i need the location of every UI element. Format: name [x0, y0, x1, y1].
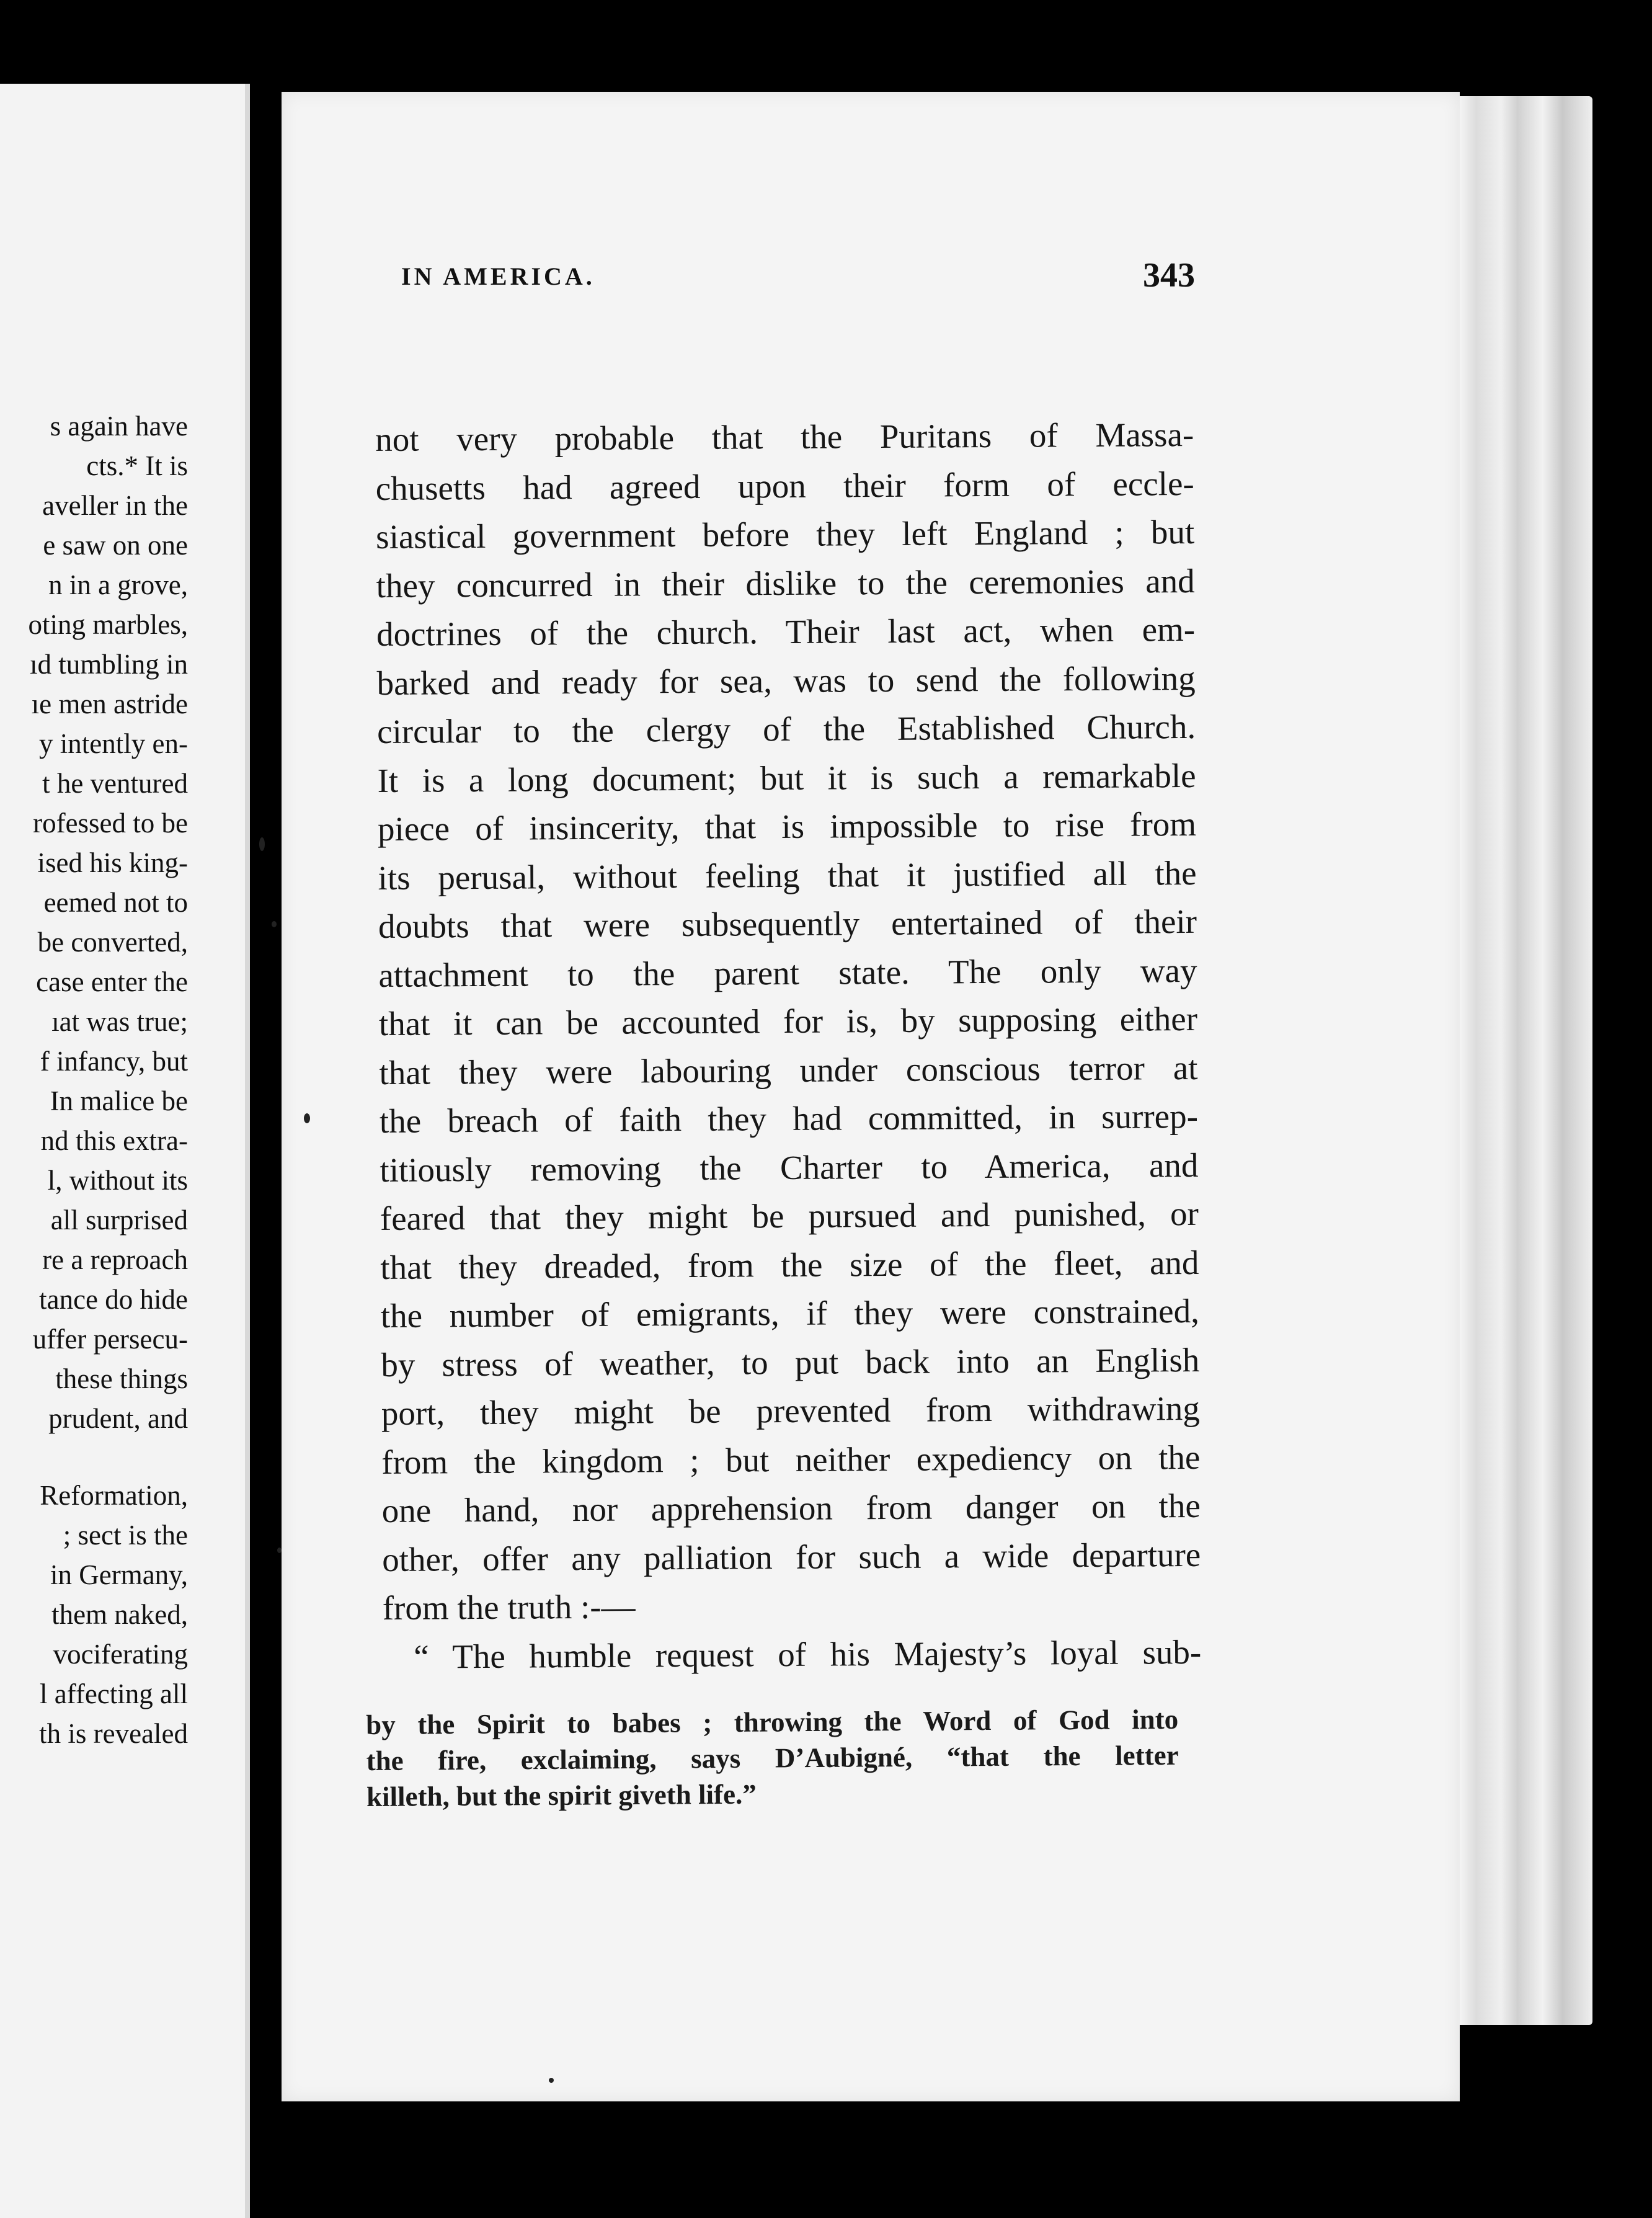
scan-speck — [304, 1113, 310, 1123]
left-page-line: cts.* It is — [86, 450, 188, 481]
left-page-line: in Germany, — [50, 1559, 188, 1590]
left-page-line: nd this extra- — [40, 1125, 188, 1156]
body-line: barked and ready for sea, was to send the following — [376, 659, 1196, 702]
left-page-line: s again have — [50, 411, 188, 442]
footnote — [366, 1701, 1179, 1815]
body-line: from the kingdom ; but neither expediency on the — [381, 1438, 1201, 1481]
left-page-line: f infancy, but — [40, 1046, 188, 1077]
left-page-line: tance do hide — [39, 1284, 188, 1315]
running-title: IN AMERICA. — [401, 262, 595, 290]
left-page — [0, 84, 250, 2218]
left-page-gap — [0, 1438, 188, 1476]
body-line: feared that they might be pursued and punished, or — [380, 1194, 1199, 1237]
running-head — [401, 256, 1195, 305]
left-page-line: ıd tumbling in — [29, 649, 188, 680]
body-line: doctrines of the church. Their last act, when em- — [376, 610, 1196, 653]
body-line: attachment to the parent state. The only way — [378, 951, 1197, 994]
left-page-line: l affecting all — [39, 1678, 188, 1709]
body-line: that they were labouring under conscious terror at — [379, 1048, 1198, 1092]
left-page-line: aveller in the — [42, 490, 188, 521]
scan-speck — [277, 1548, 282, 1553]
left-page-line: uffer persecu- — [32, 1324, 188, 1355]
left-page-line: l, without its — [47, 1165, 188, 1196]
left-page-line: prudent, and — [48, 1403, 188, 1434]
body-line: port, they might be prevented from withdrawing — [381, 1389, 1200, 1432]
body-line: that they dreaded, from the size of the fleet, and — [380, 1243, 1199, 1286]
left-page-line: these things — [55, 1363, 188, 1394]
body-line: circular to the clergy of the Established Church. — [376, 707, 1196, 750]
left-page-text — [0, 406, 188, 1753]
body-line: It is a long document; but it is such a remarkable — [377, 756, 1196, 799]
left-page-line: e saw on one — [43, 530, 188, 561]
body-line: titiously removing the Charter to America, and — [380, 1146, 1199, 1189]
left-page-line: all surprised — [50, 1205, 188, 1236]
body-line: piece of insincerity, that is impossible to rise from — [377, 804, 1197, 848]
left-page-line: In malice be — [50, 1085, 188, 1116]
left-page-line: y intently en- — [39, 728, 188, 759]
scan-speck — [549, 2078, 554, 2083]
left-page-line: th is revealed — [39, 1718, 188, 1749]
left-page-line: rofessed to be — [33, 808, 188, 839]
scan-speck — [272, 921, 277, 927]
footnote-line: the fire, exclaiming, says D’Aubigné, “that the letter — [366, 1739, 1179, 1776]
body-line: that it can be accounted for is, by supposing either — [378, 999, 1198, 1043]
body-text — [375, 411, 1201, 1681]
body-line: doubts that were subsequently entertained of their — [378, 902, 1197, 945]
body-line: from the truth :-— — [382, 1587, 636, 1627]
body-line: siastical government before they left England ; but — [376, 512, 1195, 556]
left-page-line: eemed not to — [43, 887, 188, 918]
body-line: chusetts had agreed upon their form of eccle- — [375, 464, 1194, 507]
scan-speck — [259, 837, 265, 851]
body-line: not very probable that the Puritans of Massa- — [375, 415, 1194, 458]
left-page-line: ıat was true; — [51, 1006, 188, 1037]
left-page-line: vociferating — [53, 1639, 188, 1670]
body-line: they concurred in their dislike to the ceremonies and — [376, 561, 1195, 605]
body-line: its perusal, without feeling that it justified all the — [378, 853, 1197, 897]
left-page-line: oting marbles, — [28, 609, 188, 640]
left-page-line: ised his king- — [37, 847, 188, 878]
page-number: 343 — [1143, 256, 1195, 295]
left-page-line: t he ventured — [42, 768, 188, 799]
body-line: the breach of faith they had committed, in surrep- — [379, 1097, 1199, 1140]
left-page-line: be converted, — [37, 927, 188, 958]
footnote-line: by the Spirit to babes ; throwing the Word of God into — [366, 1703, 1179, 1740]
left-page-line: n in a grove, — [48, 569, 188, 600]
body-line: the number of emigrants, if they were constrained, — [380, 1291, 1200, 1335]
left-page-line: ; sect is the — [63, 1520, 188, 1551]
left-page-line: them naked, — [51, 1599, 188, 1630]
body-line: by stress of weather, to put back into an English — [381, 1340, 1200, 1384]
left-page-line: Reformation, — [40, 1480, 188, 1511]
left-page-line: case enter the — [36, 966, 188, 997]
body-line: one hand, nor apprehension from danger on the — [381, 1486, 1201, 1530]
body-line: “ The humble request of his Majesty’s loyal sub- — [414, 1632, 1202, 1676]
footnote-line: killeth, but the spirit giveth life.” — [366, 1778, 757, 1812]
left-page-line: ıe men astride — [31, 688, 188, 719]
left-page-line: re a reproach — [42, 1244, 188, 1275]
body-line: other, offer any palliation for such a wide departure — [382, 1535, 1201, 1579]
